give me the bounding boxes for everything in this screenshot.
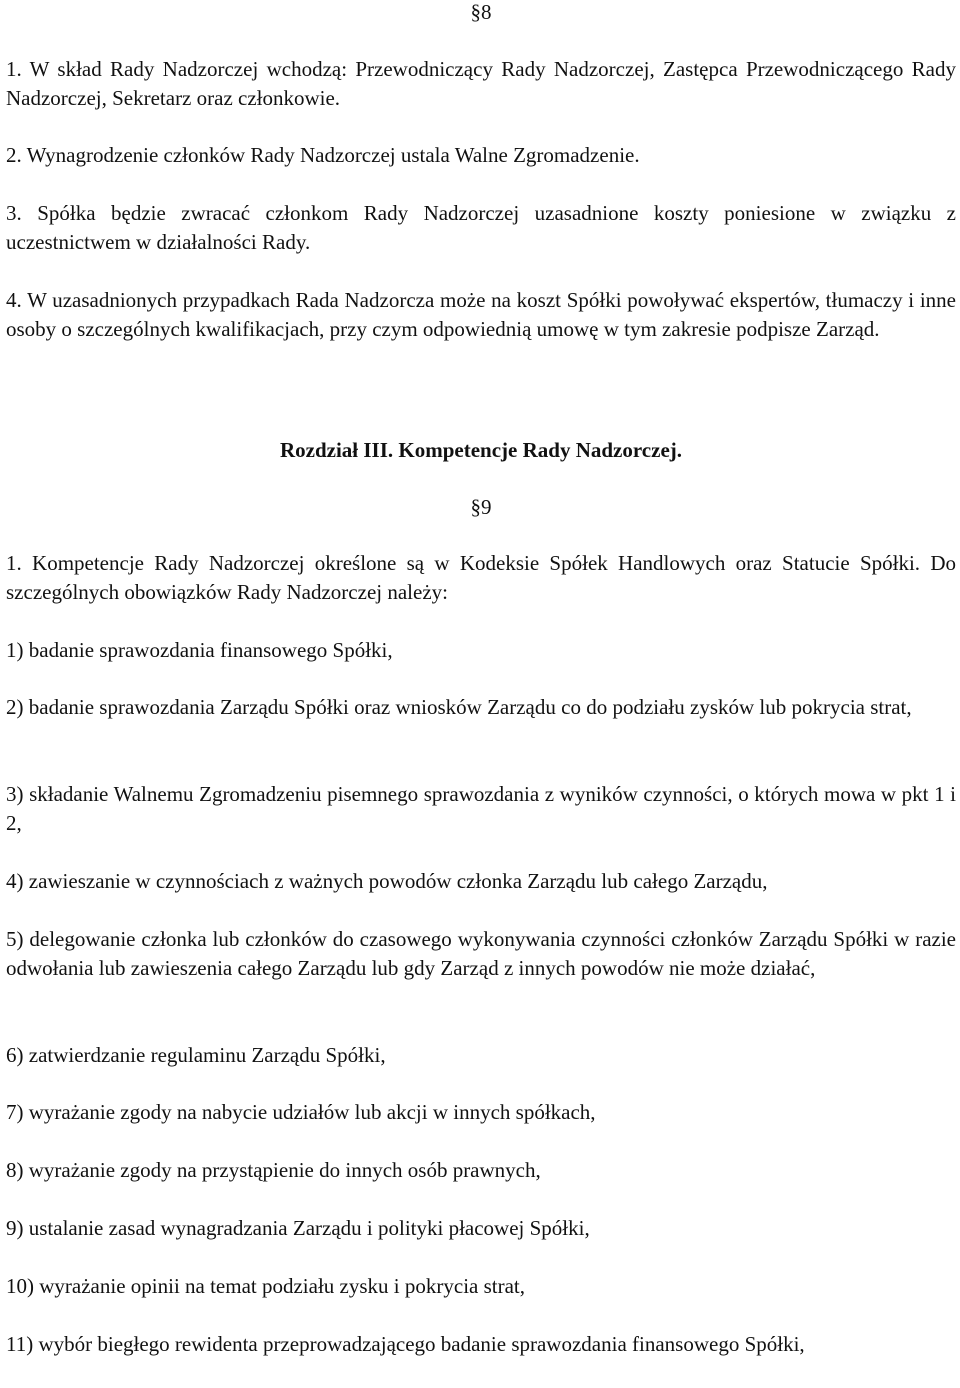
- section-8-paragraph-1: 1. W skład Rady Nadzorczej wchodzą: Przewodniczący Rady Nadzorczej, Zastępca Przewodniczącego Rady Nadzorczej, Sekretarz oraz członkowie.: [6, 57, 956, 110]
- list-item: 10) wyrażanie opinii na temat podziału zysku i pokrycia strat,: [6, 1274, 526, 1298]
- document-page: [6, 0, 956, 1388]
- section-8-paragraph-4: 4. W uzasadnionych przypadkach Rada Nadzorcza może na koszt Spółki powoływać ekspertów, tłumaczy i inne osoby o szczególnych kwalifikacjach, przy czym odpowiednią umowę w tym zakresie podpisze Zarząd.: [6, 288, 956, 341]
- list-item: 4) zawieszanie w czynnościach z ważnych powodów członka Zarządu lub całego Zarządu,: [6, 869, 768, 893]
- list-item: 11) wybór biegłego rewidenta przeprowadzającego badanie sprawozdania finansowego Spółki,: [6, 1332, 805, 1356]
- list-item: 8) wyrażanie zgody na przystąpienie do innych osób prawnych,: [6, 1158, 541, 1182]
- section-8-paragraph-3: 3. Spółka będzie zwracać członkom Rady Nadzorczej uzasadnione koszty poniesione w związku z uczestnictwem w działalności Rady.: [6, 201, 956, 254]
- list-item: 6) zatwierdzanie regulaminu Zarządu Spółki,: [6, 1043, 386, 1067]
- list-item: 5) delegowanie członka lub członków do czasowego wykonywania czynności członków Zarządu Spółki w razie odwołania lub zawieszenia całego Zarządu lub gdy Zarząd z innych powodów nie może działać,: [6, 927, 956, 980]
- list-item: 9) ustalanie zasad wynagradzania Zarządu i polityki płacowej Spółki,: [6, 1216, 590, 1240]
- section-9-intro: 1. Kompetencje Rady Nadzorczej określone są w Kodeksie Spółek Handlowych oraz Statucie Spółki. Do szczególnych obowiązków Rady Nadzorczej należy:: [6, 551, 956, 604]
- list-item: 2) badanie sprawozdania Zarządu Spółki oraz wniosków Zarządu co do podziału zysków lub pokrycia strat,: [6, 695, 912, 719]
- chapter-title: Rozdział III. Kompetencje Rady Nadzorczej.: [279, 438, 683, 462]
- list-item: 1) badanie sprawozdania finansowego Spółki,: [6, 638, 393, 662]
- list-item: 3) składanie Walnemu Zgromadzeniu pisemnego sprawozdania z wyników czynności, o których mowa w pkt 1 i 2,: [6, 782, 956, 835]
- list-item: 7) wyrażanie zgody na nabycie udziałów lub akcji w innych spółkach,: [6, 1100, 596, 1124]
- section-9-heading: §9: [470, 495, 492, 519]
- section-8-heading: §8: [470, 0, 492, 24]
- section-8-paragraph-2: 2. Wynagrodzenie członków Rady Nadzorczej ustala Walne Zgromadzenie.: [6, 143, 640, 167]
